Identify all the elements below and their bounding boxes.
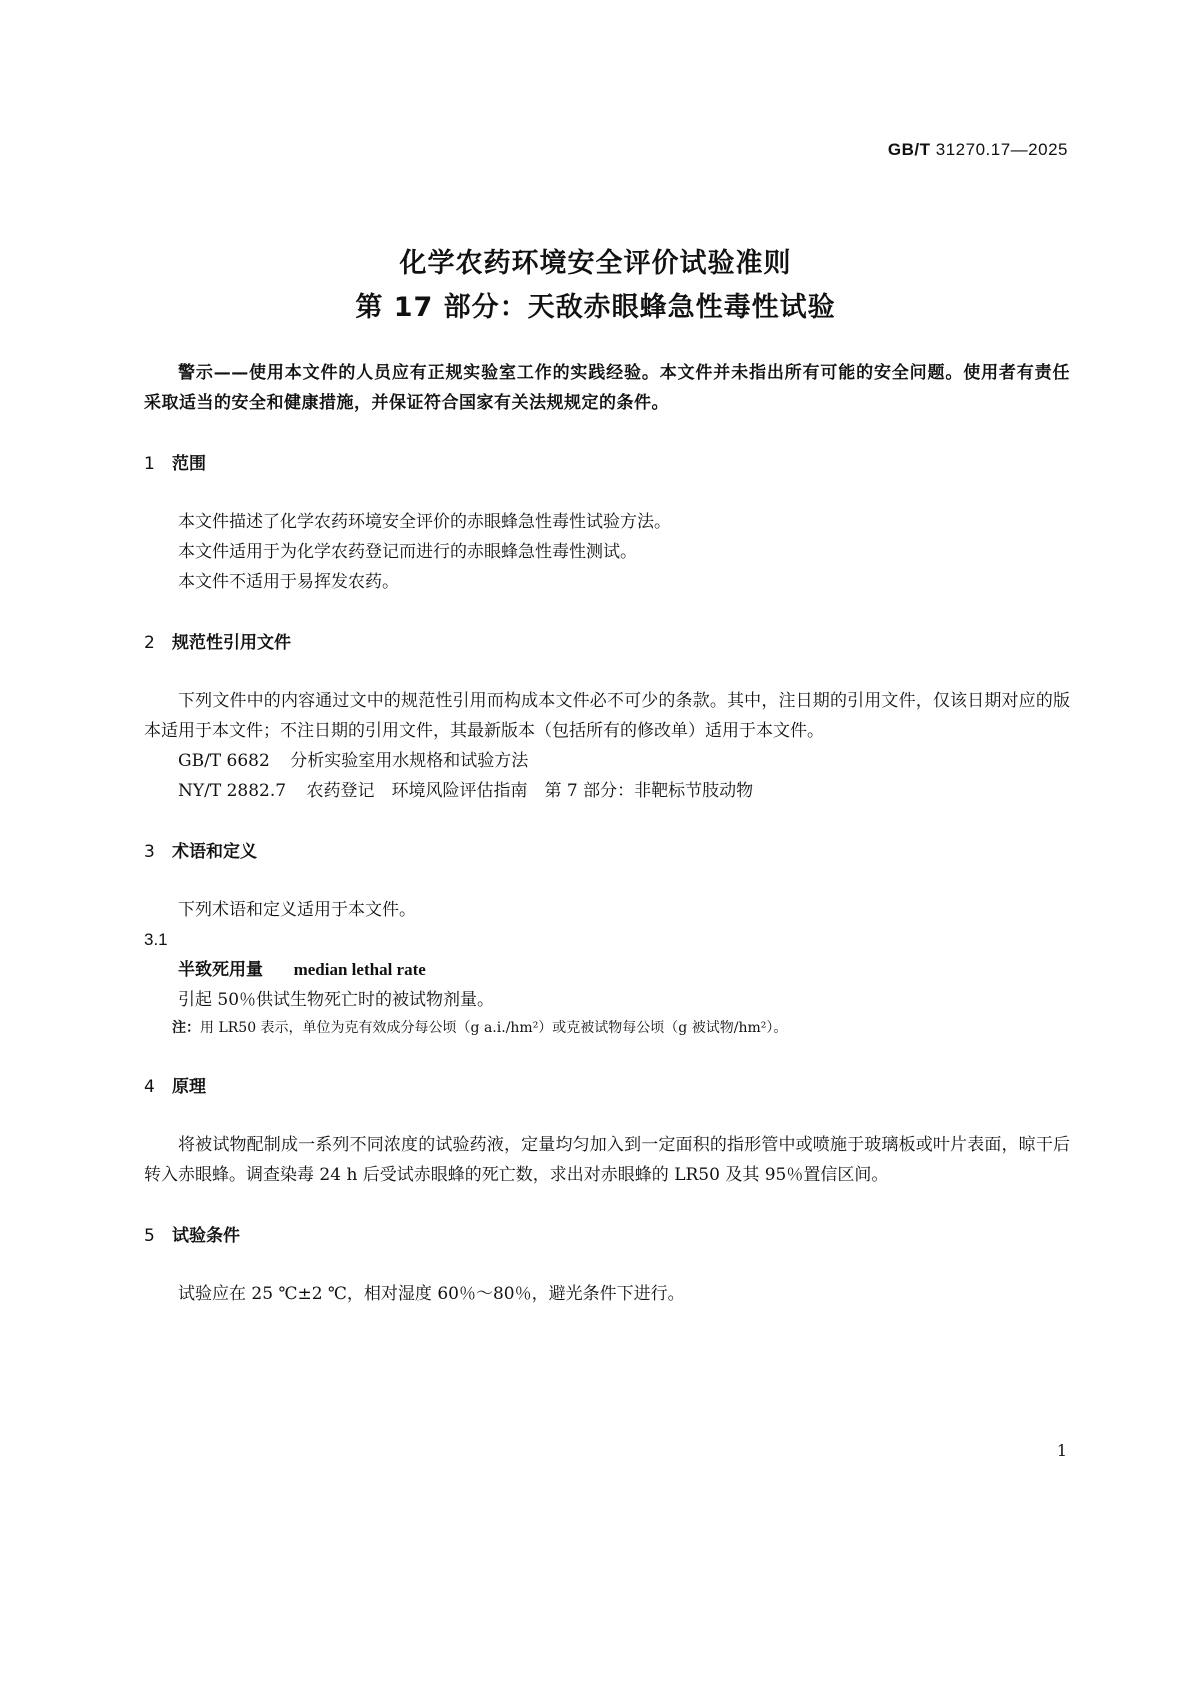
section-5-heading: [144, 1190, 1070, 1279]
term-note: [144, 1015, 1070, 1041]
section-1-paragraph: 本文件不适用于易挥发农药。: [178, 572, 399, 592]
reference-item: [144, 776, 1070, 806]
reference-title: 农药登记 环境风险评估指南 第 7 部分：非靶标节肢动物: [306, 781, 754, 801]
section-2-title: 规范性引用文件: [172, 633, 291, 653]
warning-paragraph: 警示——使用本文件的人员应有正规实验室工作的实践经验。本文件并未指出所有可能的安全问题。使用者有责任采取适当的安全和健康措施，并保证符合国家有关法规规定的条件。: [144, 363, 1070, 413]
reference-code: NY/T 2882.7: [178, 781, 287, 801]
section-5-paragraph: 试验应在 25 ℃±2 ℃，相对湿度 60％～80％，避光条件下进行。: [178, 1284, 685, 1304]
section-4-paragraph: 将被试物配制成一系列不同浓度的试验药液，定量均匀加入到一定面积的指形管中或喷施于玻璃板或叶片表面，晾干后转入赤眼蜂。调查染毒 24 h 后受试赤眼蜂的死亡数，求出对赤眼蜂的 LR50 及其 95％置信区间。: [144, 1135, 1070, 1185]
standard-number: 31270.17—2025: [935, 140, 1068, 159]
section-1-paragraph: 本文件适用于为化学农药登记而进行的赤眼蜂急性毒性测试。: [178, 542, 637, 562]
section-3-title: 术语和定义: [172, 842, 257, 862]
section-2-intro: 下列文件中的内容通过文中的规范性引用而构成本文件必不可少的条款。其中，注日期的引用文件，仅该日期对应的版本适用于本文件；不注日期的引用文件，其最新版本（包括所有的修改单）适用于本文件。: [144, 691, 1070, 741]
section-5-title: 试验条件: [172, 1226, 240, 1246]
section-2-heading: [144, 597, 1070, 686]
section-3-number: 3: [144, 842, 155, 862]
section-3-heading: [144, 806, 1070, 895]
note-label: 注：: [172, 1020, 200, 1036]
section-4-title: 原理: [172, 1077, 206, 1097]
term-english: median lethal rate: [293, 960, 426, 979]
reference-item: [144, 746, 1070, 776]
standard-code: [888, 140, 1068, 160]
term-number: 3.1: [144, 930, 168, 949]
term-definition: 引起 50％供试生物死亡时的被试物剂量。: [178, 990, 495, 1010]
section-5-number: 5: [144, 1226, 155, 1246]
section-1-heading: [144, 418, 1070, 507]
reference-title: 分析实验室用水规格和试验方法: [290, 751, 529, 771]
section-3-intro: 下列术语和定义适用于本文件。: [178, 900, 416, 920]
document-body: [144, 358, 1070, 1309]
reference-code: GB/T 6682: [178, 751, 270, 771]
section-2-number: 2: [144, 633, 155, 653]
section-1-title: 范围: [172, 454, 206, 474]
section-1-number: 1: [144, 454, 155, 474]
standard-prefix: GB/T: [887, 140, 931, 159]
page-number: 1: [1056, 1441, 1067, 1460]
title-line-2: 第 17 部分：天敌赤眼蜂急性毒性试验: [355, 292, 836, 323]
section-1-paragraph: 本文件描述了化学农药环境安全评价的赤眼蜂急性毒性试验方法。: [178, 512, 671, 532]
section-4-heading: [144, 1041, 1070, 1130]
term-chinese: 半致死用量: [178, 960, 263, 980]
title-line-1: 化学农药环境安全评价试验准则: [399, 248, 792, 279]
section-4-number: 4: [144, 1077, 155, 1097]
document-title: [0, 242, 1191, 330]
note-text: 用 LR50 表示，单位为克有效成分每公顷（g a.i./hm²）或克被试物每公顷（g 被试物/hm²）。: [200, 1020, 788, 1036]
term-heading: [144, 955, 1070, 985]
